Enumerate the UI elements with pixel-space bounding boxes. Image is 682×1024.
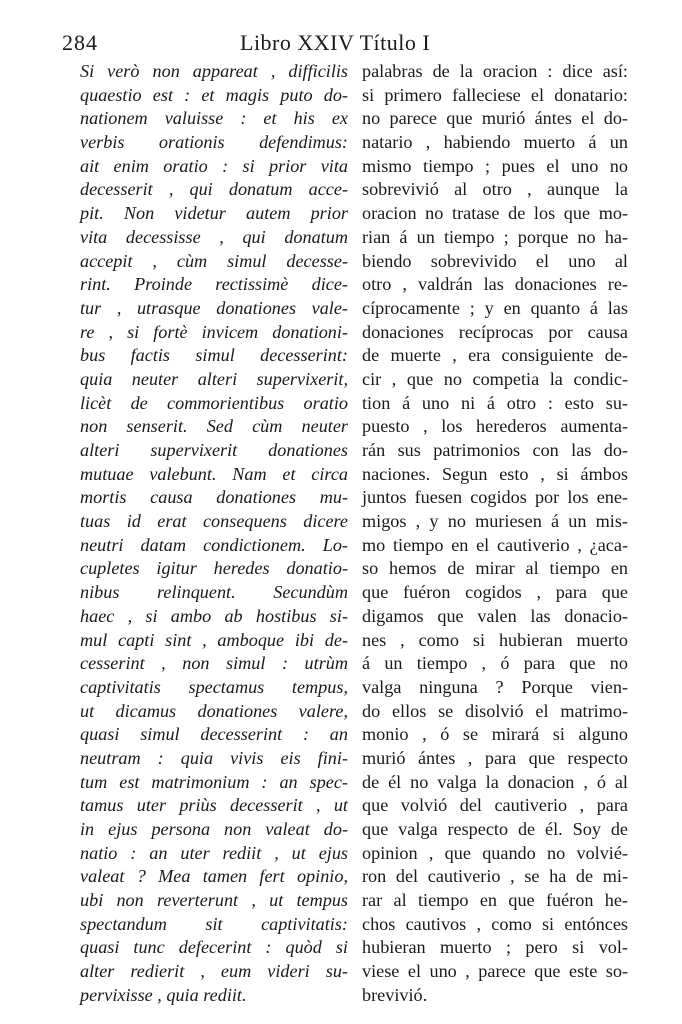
spanish-text-line: tion á uno ni á otro : esto su- [362, 392, 628, 413]
latin-text-line: ubi non reverterunt , ut tempus [80, 890, 348, 911]
spanish-text-line: opinion , que quando no volvié- [362, 842, 628, 863]
latin-text-line: alteri supervixerit donationes [80, 440, 348, 460]
spanish-text-line: ron del cautiverio , se ha de mi- [362, 866, 628, 887]
spanish-text-line: do ellos se disolvió el matrimo- [362, 700, 628, 721]
spanish-text-line: otro , valdrán las donaciones re- [362, 274, 628, 295]
spanish-text-line: que volvió del cautiverio , para [362, 795, 628, 816]
latin-text-line: bus factis simul decesserint: [80, 345, 348, 366]
latin-text-line: pervixisse , quia rediit. [80, 984, 247, 1005]
spanish-text-line: migos , y no muriesen á un mis- [362, 511, 628, 532]
spanish-text-line: chos cautivos , como si entónces [362, 913, 628, 934]
spanish-text-line: natario , habiendo muerto á un [362, 132, 628, 153]
spanish-text-line: palabras de la oracion : dice así: [362, 61, 628, 81]
latin-text-line: valeat ? Mea tamen fert opinio, [80, 866, 348, 887]
latin-text-line: neutram : quia vivis eis fini- [80, 747, 348, 768]
latin-text-line: tuas id erat consequens dicere [80, 511, 348, 532]
latin-text-line: tum est matrimonium : an spec- [80, 771, 348, 792]
spanish-text-line: de muerte , era consiguiente de- [362, 345, 628, 366]
spanish-text-line: cíprocamente ; y en quanto á las [362, 297, 628, 318]
latin-text-line: in ejus persona non valeat do- [80, 819, 348, 839]
latin-text-line: natio : an uter rediit , ut ejus [80, 842, 348, 863]
spanish-text-line: biendo sobrevivido el uno al [362, 250, 628, 271]
latin-text-line: nibus relinquent. Secundùm [80, 582, 348, 603]
spanish-text-line: cir , que no competia la condic- [362, 368, 628, 389]
latin-text-line: non senserit. Sed cùm neuter [80, 416, 348, 437]
latin-column [80, 60, 348, 1008]
latin-text-line: haec , si ambo ab hostibus si- [80, 605, 348, 626]
spanish-text-line: digamos que valen las donacio- [362, 605, 628, 626]
spanish-text-line: juntos fuesen cogidos por los ene- [362, 487, 628, 508]
spanish-text-line: donaciones recíprocas por causa [362, 321, 628, 342]
latin-text-line: Si verò non appareat , difficilis [80, 61, 348, 81]
latin-text-line: accepit , cùm simul decesse- [80, 250, 348, 271]
latin-text-line: mul capti sint , amboque ibi de- [80, 629, 348, 650]
spanish-text-line: de él no valga la donacion , ó al [362, 771, 628, 792]
latin-text-line: decesserit , qui donatum acce- [80, 179, 348, 200]
latin-text-line: neutri datam condictionem. Lo- [80, 534, 348, 555]
spanish-text-line: mo tiempo en el cautiverio , ¿aca- [362, 534, 628, 555]
spanish-text-line: murió ántes , para que respecto [362, 747, 628, 768]
latin-text-line: cesserint , non simul : utrùm [80, 653, 348, 674]
spanish-text-line: oracion no tratase de los que mo- [362, 203, 628, 224]
spanish-text-line: que valga respecto de él. Soy de [362, 819, 628, 839]
latin-text-line: quasi simul decesserint : an [80, 724, 348, 745]
latin-text-line: cupletes igitur heredes donatio- [80, 558, 348, 579]
latin-text-line: alter redierit , eum videri su- [80, 961, 348, 982]
latin-text-line: ait enim oratio : si prior vita [80, 155, 348, 176]
latin-text-line: re , si fortè invicem donationi- [80, 321, 348, 342]
spanish-column [362, 60, 628, 1008]
spanish-text-line: sobrevivió al otro , aunque la [362, 179, 628, 200]
spanish-text-line: que fuéron cogidos , para que [362, 582, 628, 603]
spanish-text-line: viese el uno , parece que este so- [362, 961, 628, 982]
latin-text-line: licèt de commorientibus oratio [80, 392, 348, 413]
spanish-text-line: rian á un tiempo ; porque no ha- [362, 226, 628, 247]
spanish-text-line: nes , como si hubieran muerto [362, 629, 628, 650]
latin-text-line: quaestio est : et magis puto do- [80, 84, 348, 105]
spanish-text-line: valga ninguna ? Porque vien- [362, 676, 628, 697]
spanish-text-line: mismo tiempo ; pues el uno no [362, 155, 628, 176]
spanish-text-line: hubieran muerto ; pero si vol- [362, 937, 628, 958]
latin-text-line: quasi tunc defecerint : quòd si [80, 937, 348, 958]
latin-text-line: quia neuter alteri supervixerit, [80, 368, 348, 389]
page-header [62, 30, 630, 58]
latin-text-line: ut dicamus donationes valere, [80, 700, 348, 721]
latin-text-line: mutuae valebunt. Nam et circa [80, 463, 348, 484]
running-title: Libro XXIV Título I [240, 30, 431, 55]
latin-text-line: tur , utrasque donationes vale- [80, 297, 348, 318]
spanish-text-line: á un tiempo , ó para que no [362, 653, 628, 674]
spanish-text-line: naciones. Segun esto , si ámbos [362, 463, 628, 484]
latin-text-line: tamus uter priùs decesserit , ut [80, 795, 348, 816]
latin-text-line: verbis orationis defendimus: [80, 132, 348, 153]
spanish-text-line: no parece que murió ántes el do- [362, 108, 628, 129]
spanish-text-line: rán sus patrimonios con las do- [362, 440, 628, 460]
spanish-text-line: si primero falleciese el donatario: [362, 84, 628, 105]
latin-text-line: nationem valuisse : et his ex [80, 108, 348, 129]
spanish-text-line: brevivió. [362, 984, 428, 1005]
page-number: 284 [62, 30, 98, 55]
latin-text-line: rint. Proinde rectissimè dice- [80, 274, 348, 295]
latin-text-line: spectandum sit captivitatis: [80, 913, 348, 934]
latin-text-line: pit. Non videtur autem prior [80, 203, 348, 224]
spanish-text-line: puesto , los herederos aumenta- [362, 416, 628, 437]
spanish-text-line: so hemos de mirar al tiempo en [362, 558, 628, 579]
latin-text-line: vita decessisse , qui donatum [80, 226, 348, 247]
latin-text-line: mortis causa donationes mu- [80, 487, 348, 508]
spanish-text-line: rar al tiempo en que fuéron he- [362, 890, 628, 911]
spanish-text-line: monio , ó se mirará si alguno [362, 724, 628, 745]
latin-text-line: captivitatis spectamus tempus, [80, 676, 348, 697]
